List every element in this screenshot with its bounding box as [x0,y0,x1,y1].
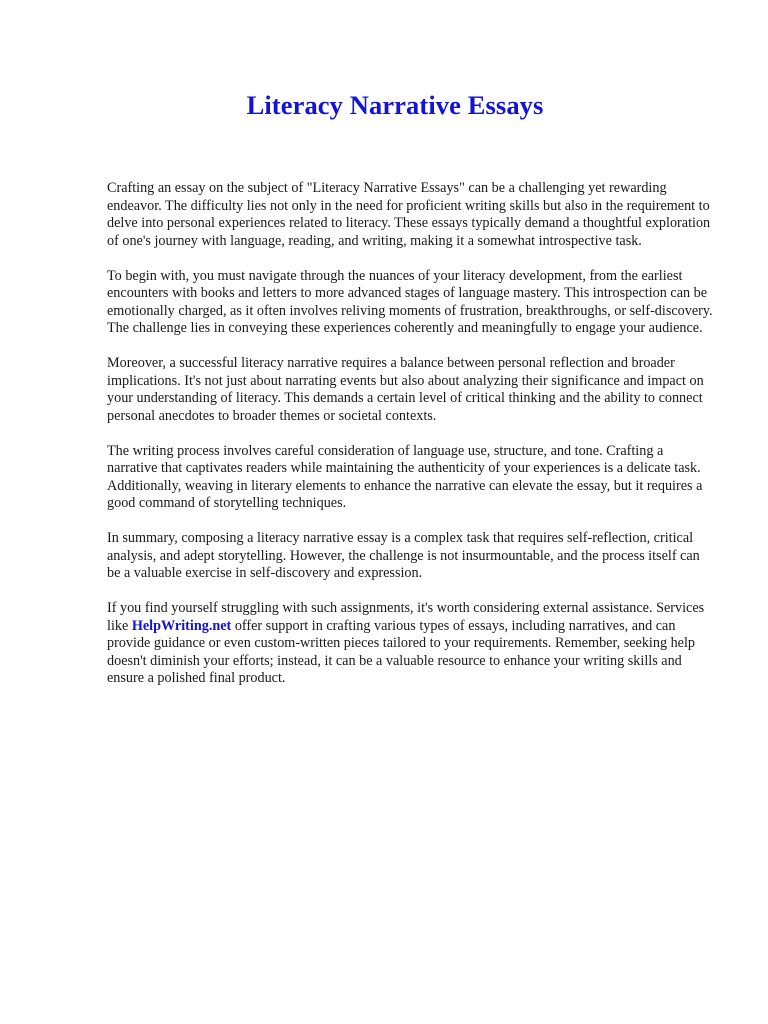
paragraph-2: To begin with, you must navigate through the nuances of your literacy development, from the earliest encounters with books and letters to more advanced stages of language mastery. This introspection can be emotionally charged, as it often involves reliving moments of frustration, breakthroughs, or self-discovery. The challenge lies in conveying these experiences coherently and meaningfully to engage your audience. [107,267,713,336]
document-body [107,180,715,705]
paragraph-6-text-after-link: offer support in crafting various types of essays, including narratives, and can provide guidance or even custom-written pieces tailored to your requirements. Remember, seeking help doesn't diminish your efforts; instead, it can be a valuable resource to enhance your writing skills and ensure a polished final product. [107,617,696,686]
paragraph-3: Moreover, a successful literacy narrative requires a balance between personal reflection and broader implications. It's not just about narrating events but also about analyzing their significance and impact on your understanding of literacy. This demands a certain level of critical thinking and the ability to connect personal anecdotes to broader themes or societal contexts. [107,355,704,424]
helpwriting-link[interactable]: HelpWriting.net [131,617,232,634]
paragraph-5: In summary, composing a literacy narrative essay is a complex task that requires self-reflection, critical analysis, and adept storytelling. However, the challenge is not insurmountable, and the process itself can be a valuable exercise in self-discovery and expression. [107,530,700,581]
paragraph-4: The writing process involves careful consideration of language use, structure, and tone. Crafting a narrative that captivates readers while maintaining the authenticity of your experiences is a delicate task. Additionally, weaving in literary elements to enhance the narrative can elevate the essay, but it requires a good command of storytelling techniques. [107,442,703,511]
paragraph-6 [107,600,715,688]
paragraph-6-text-before-link: If you find yourself struggling with such assignments, it's worth considering external assistance. Services like [107,600,705,634]
paragraph-1: Crafting an essay on the subject of "Literacy Narrative Essays" can be a challenging yet rewarding endeavor. The difficulty lies not only in the need for proficient writing skills but also in the requirement to delve into personal experiences related to literacy. These essays typically demand a thoughtful exploration of one's journey with language, reading, and writing, making it a somewhat introspective task. [107,180,711,249]
page-title: Literacy Narrative Essays [246,90,544,120]
